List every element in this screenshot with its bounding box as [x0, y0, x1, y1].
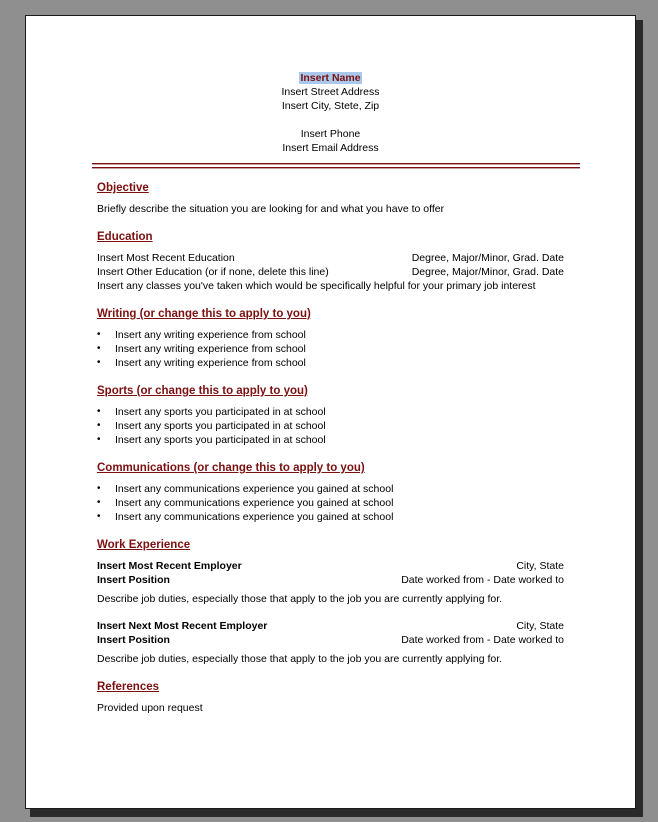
education-school[interactable]: Insert Most Recent Education: [97, 252, 235, 264]
job-position[interactable]: Insert Position: [97, 574, 170, 586]
job-duties[interactable]: Describe job duties, especially those that apply to the job you are currently applying for.: [97, 593, 503, 605]
references-text[interactable]: Provided upon request: [97, 702, 203, 714]
resume-body: [97, 180, 564, 715]
job-dates[interactable]: Date worked from - Date worked to: [401, 574, 564, 586]
name-placeholder[interactable]: Insert Name: [300, 72, 361, 84]
resume-header: [26, 71, 635, 155]
education-degree[interactable]: Degree, Major/Minor, Grad. Date: [411, 266, 564, 278]
list-item[interactable]: • Insert any writing experience from school: [97, 328, 564, 342]
list-item[interactable]: • Insert any sports you participated in at school: [97, 405, 564, 419]
phone[interactable]: Insert Phone: [300, 128, 361, 140]
employer-location[interactable]: City, State: [516, 620, 564, 632]
references-heading[interactable]: References: [97, 681, 160, 693]
employer-name[interactable]: Insert Next Most Recent Employer: [97, 620, 268, 632]
list-item[interactable]: • Insert any sports you participated in at school: [97, 419, 564, 433]
education-heading[interactable]: Education: [97, 231, 153, 243]
header-divider: [92, 163, 580, 169]
job-entry: [97, 559, 564, 606]
job-duties[interactable]: Describe job duties, especially those that apply to the job you are currently applying for.: [97, 653, 503, 665]
education-degree[interactable]: Degree, Major/Minor, Grad. Date: [411, 252, 564, 264]
education-school[interactable]: Insert Other Education (or if none, delete this line): [97, 266, 329, 278]
sports-list: [97, 405, 564, 447]
list-item[interactable]: • Insert any sports you participated in at school: [97, 433, 564, 447]
communications-list: [97, 482, 564, 524]
education-row: [97, 251, 564, 265]
writing-heading[interactable]: Writing (or change this to apply to you): [97, 308, 311, 320]
list-item[interactable]: • Insert any communications experience you gained at school: [97, 510, 564, 524]
education-note[interactable]: Insert any classes you've taken which would be specifically helpful for your primary job interest: [97, 280, 536, 292]
job-dates[interactable]: Date worked from - Date worked to: [401, 634, 564, 646]
list-item[interactable]: • Insert any communications experience you gained at school: [97, 496, 564, 510]
communications-heading[interactable]: Communications (or change this to apply to you): [97, 462, 365, 474]
job-entry: [97, 619, 564, 666]
writing-list: [97, 328, 564, 370]
list-item[interactable]: • Insert any communications experience you gained at school: [97, 482, 564, 496]
objective-heading[interactable]: Objective: [97, 182, 149, 194]
street-address[interactable]: Insert Street Address: [281, 86, 380, 98]
education-row: [97, 265, 564, 279]
list-item[interactable]: • Insert any writing experience from school: [97, 356, 564, 370]
employer-name[interactable]: Insert Most Recent Employer: [97, 560, 242, 572]
objective-text[interactable]: Briefly describe the situation you are looking for and what you have to offer: [97, 203, 445, 215]
employer-location[interactable]: City, State: [516, 560, 564, 572]
document-page: [25, 15, 636, 809]
city-state-zip[interactable]: Insert City, Stete, Zip: [281, 100, 380, 112]
work-heading[interactable]: Work Experience: [97, 539, 191, 551]
job-position[interactable]: Insert Position: [97, 634, 170, 646]
email[interactable]: Insert Email Address: [282, 142, 379, 154]
list-item[interactable]: • Insert any writing experience from school: [97, 342, 564, 356]
sports-heading[interactable]: Sports (or change this to apply to you): [97, 385, 308, 397]
header-spacer: [26, 113, 635, 127]
